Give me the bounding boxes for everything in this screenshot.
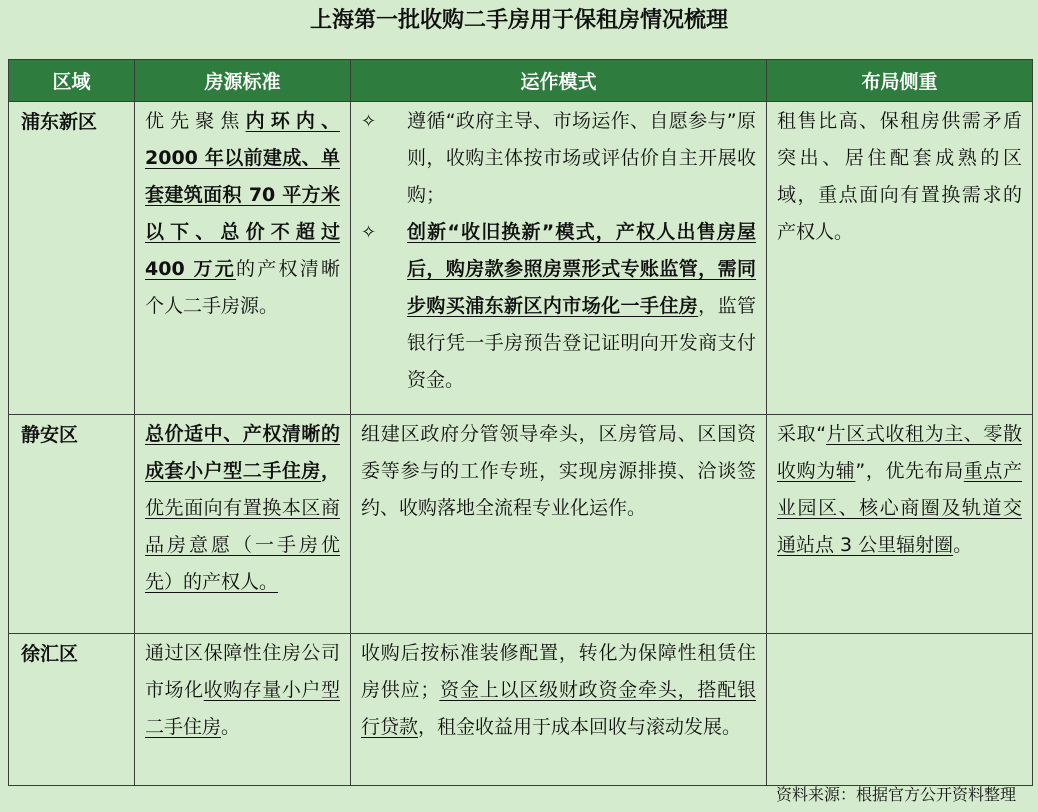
layout-focus-cell	[767, 634, 1033, 786]
text: 收购后按标准装修配置，转化为保障性租赁住房供应；	[361, 642, 756, 701]
text: 。	[221, 716, 241, 738]
emphasis-text: 收购存量小户型二手住房	[145, 679, 340, 738]
text: 。	[953, 534, 973, 556]
text: 采取“	[777, 423, 827, 445]
operation-mode-cell	[351, 102, 767, 415]
layout-focus-cell	[767, 415, 1033, 634]
operation-mode-cell	[351, 634, 767, 786]
text: 通过区保障性住房公司市场化	[145, 642, 340, 701]
header-region: 区域	[9, 60, 135, 102]
list-item-text: ，监管银行凭一手房预告登记证明向开发商支付资金。	[407, 295, 756, 391]
emphasis-text: 重点产业园区、核心商圈及轨道交通站点 3 公里辐射圈	[777, 460, 1022, 556]
region-cell: 徐汇区	[9, 634, 135, 786]
table-row	[9, 415, 1033, 634]
table-row	[9, 102, 1033, 415]
summary-table	[8, 59, 1033, 786]
table-row	[9, 634, 1033, 786]
source-standard-cell	[135, 102, 351, 415]
operation-mode-cell: 组建区政府分管领导牵头，区房管局、区国资委等参与的工作专班，实现房源排摸、洽谈签约、收购落地全流程专业化运作。	[351, 415, 767, 634]
layout-focus-cell: 租售比高、保租房供需矛盾突出、居住配套成熟的区域，重点面向有置换需求的产权人。	[767, 102, 1033, 415]
source-standard-cell	[135, 634, 351, 786]
header-operation-mode: 运作模式	[351, 60, 767, 102]
sparkle-bullet-icon: ✧	[361, 222, 377, 243]
text: 优先聚焦	[145, 110, 246, 132]
emphasis-text: 总价适中、产权清晰的成套小户型二手住房	[145, 423, 340, 482]
text: ，租金收益用于成本回收与滚动发展。	[418, 716, 742, 738]
text: ”，优先布局	[855, 460, 964, 482]
page-title: 上海第一批收购二手房用于保租房情况梳理	[309, 8, 728, 33]
header-layout-focus: 布局侧重	[767, 60, 1033, 102]
header-source-standard: 房源标准	[135, 60, 351, 102]
emphasis-text: 片区式收租为主、零散收购为辅	[777, 423, 1022, 482]
list-item	[361, 214, 756, 399]
region-cell: 浦东新区	[9, 102, 135, 415]
sparkle-bullet-icon: ✧	[361, 111, 377, 132]
list-item-text: 遵循“政府主导、市场运作、自愿参与”原则，收购主体按市场或评估价自主开展收购；	[407, 110, 756, 206]
text: 的产权清晰个人二手房源。	[145, 258, 340, 317]
source-note: 资料来源：根据官方公开资料整理	[775, 785, 1016, 804]
emphasis-text: 内环内、2000 年以前建成、单套建筑面积 70 平方米以下、总价不超过 400 万元	[145, 110, 340, 280]
region-cell: 静安区	[9, 415, 135, 634]
text: 优先面向有置换本区商品房意愿（一手房优先）的产权人。	[145, 497, 340, 593]
emphasis-text: 创新“收旧换新”模式，产权人出售房屋后，购房款参照房票形式专账监管，需同步购买浦东新区内市场化一手住房	[407, 221, 756, 317]
list-item	[361, 103, 756, 214]
text: ，	[320, 460, 340, 482]
header-row	[9, 60, 1033, 102]
source-standard-cell	[135, 415, 351, 634]
emphasis-text: 资金上以区级财政资金牵头，搭配银行贷款	[361, 679, 756, 738]
